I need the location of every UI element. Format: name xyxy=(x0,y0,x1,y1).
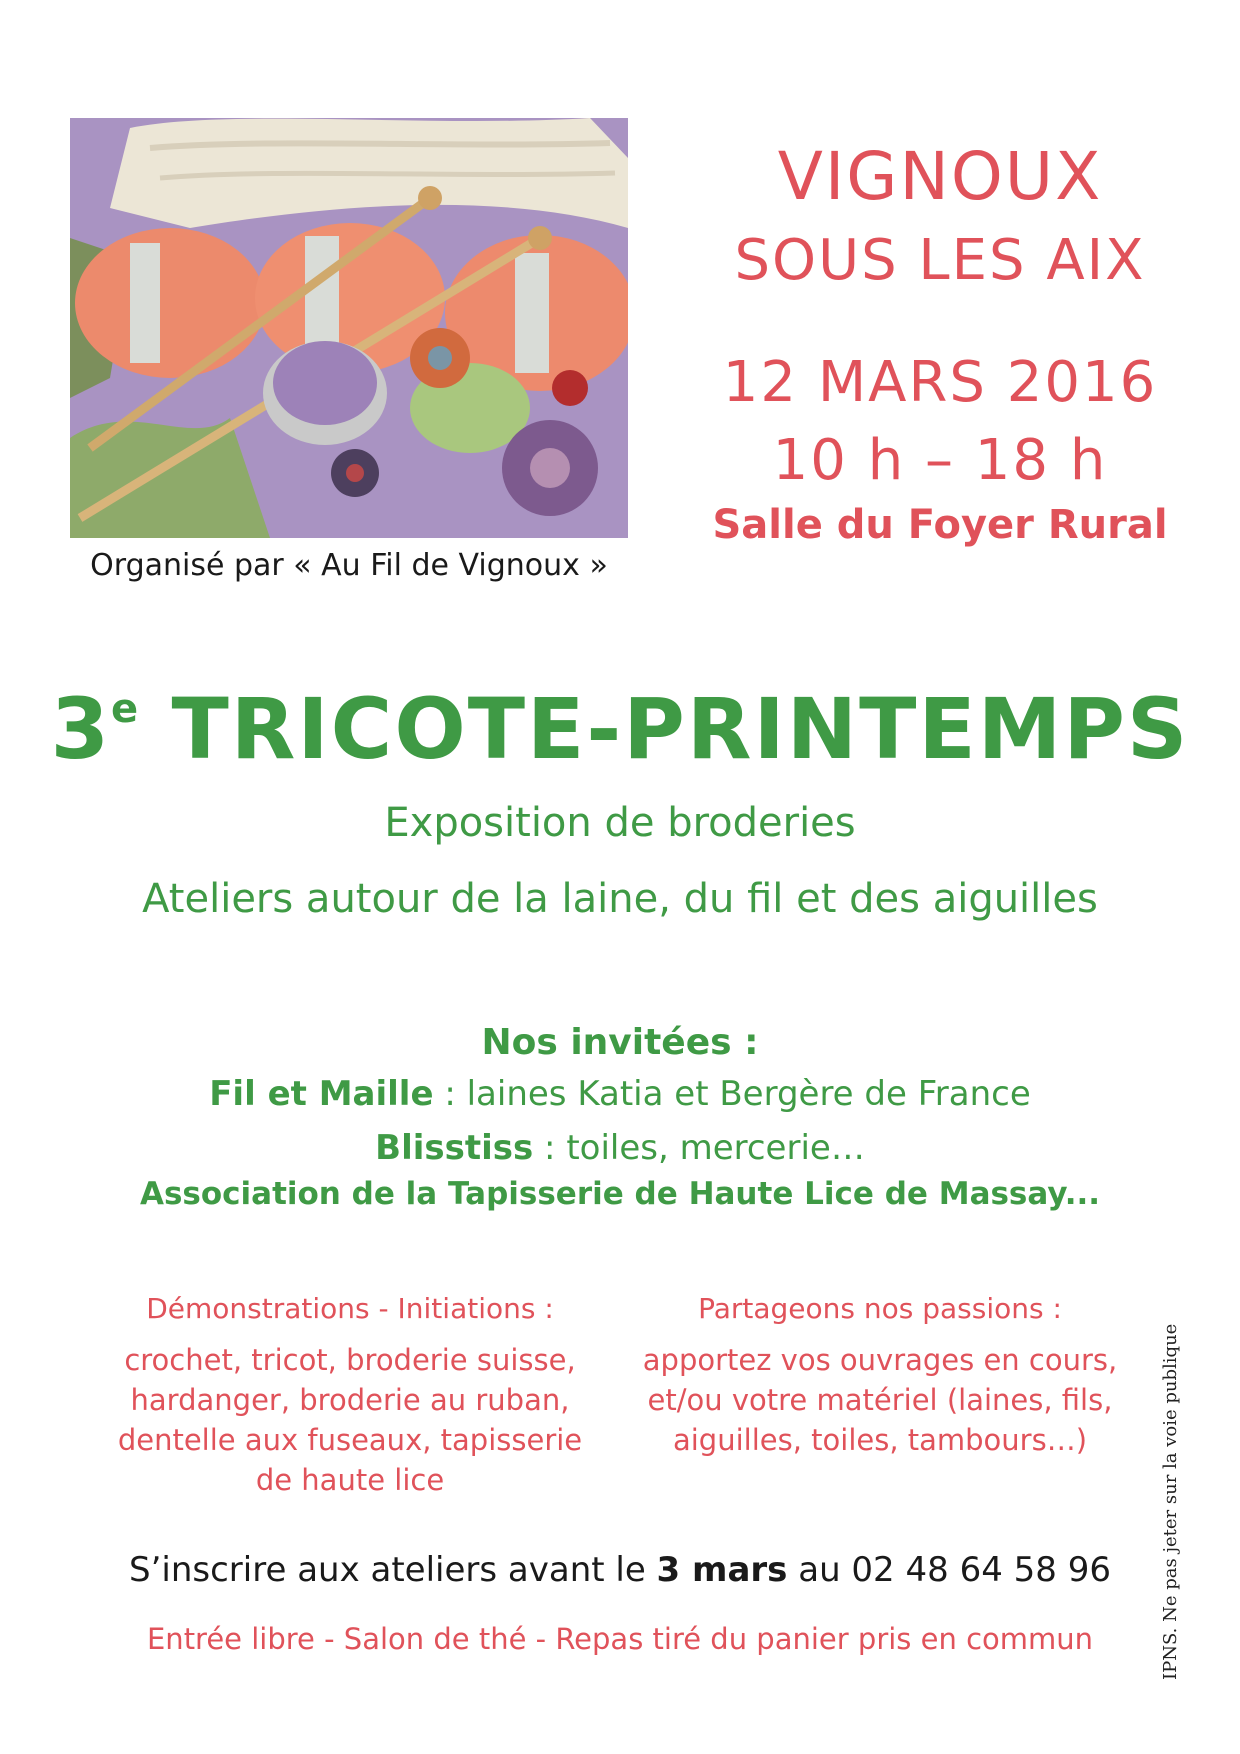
event-name: TRICOTE-PRINTEMPS xyxy=(171,680,1190,778)
event-venue: Salle du Foyer Rural xyxy=(712,502,1168,548)
knitting-photo xyxy=(70,118,628,538)
event-date: 12 MARS 2016 xyxy=(722,350,1158,415)
registration-phone: au 02 48 64 58 96 xyxy=(787,1550,1111,1590)
demonstrations-line: de haute lice xyxy=(255,1463,445,1497)
share-line: et/ou votre matériel (laines, fils, xyxy=(647,1383,1113,1417)
registration-prefix: S’inscrire aux ateliers avant le xyxy=(129,1550,657,1590)
demonstrations-line: hardanger, broderie au ruban, xyxy=(130,1383,570,1417)
demonstrations-list xyxy=(110,1340,590,1500)
demonstrations-line: crochet, tricot, broderie suisse, xyxy=(124,1343,576,1377)
guest-name: Blisstiss xyxy=(375,1128,534,1168)
subtitle-workshops: Ateliers autour de la laine, du fil et des aiguilles xyxy=(142,876,1098,922)
registration-deadline: 3 mars xyxy=(656,1550,788,1590)
guests-heading: Nos invitées : xyxy=(481,1022,759,1063)
subtitle-exhibition: Exposition de broderies xyxy=(384,800,856,846)
event-hours: 10 h – 18 h xyxy=(772,428,1108,493)
event-title xyxy=(0,680,1240,778)
share-list xyxy=(640,1340,1120,1460)
event-number: 3 xyxy=(50,680,112,778)
guest-detail: Association de la Tapisserie de Haute Lice de Massay... xyxy=(139,1176,1101,1212)
town-name-line1: VIGNOUX xyxy=(777,138,1103,215)
guest-item xyxy=(0,1128,1240,1168)
guest-detail: : laines Katia et Bergère de France xyxy=(433,1074,1031,1114)
guest-detail: : toiles, mercerie… xyxy=(533,1128,865,1168)
guest-name: Fil et Maille xyxy=(209,1074,434,1114)
town-name-line2: SOUS LES AIX xyxy=(734,228,1146,293)
share-line: apportez vos ouvrages en cours, xyxy=(642,1343,1118,1377)
footer-info: Entrée libre - Salon de thé - Repas tiré du panier pris en commun xyxy=(146,1622,1094,1656)
demonstrations-heading: Démonstrations - Initiations : xyxy=(146,1292,554,1325)
share-heading: Partageons nos passions : xyxy=(698,1292,1062,1325)
organizer-caption: Organisé par « Au Fil de Vignoux » xyxy=(90,548,608,583)
registration-info xyxy=(0,1550,1240,1590)
demonstrations-line: dentelle aux fuseaux, tapisserie xyxy=(117,1423,583,1457)
guest-item xyxy=(0,1176,1240,1212)
guest-item xyxy=(0,1074,1240,1114)
event-number-superscript: e xyxy=(111,686,141,732)
ipns-side-note: IPNS. Ne pas jeter sur la voie publique xyxy=(1160,1323,1181,1680)
share-line: aiguilles, toiles, tambours…) xyxy=(672,1423,1088,1457)
